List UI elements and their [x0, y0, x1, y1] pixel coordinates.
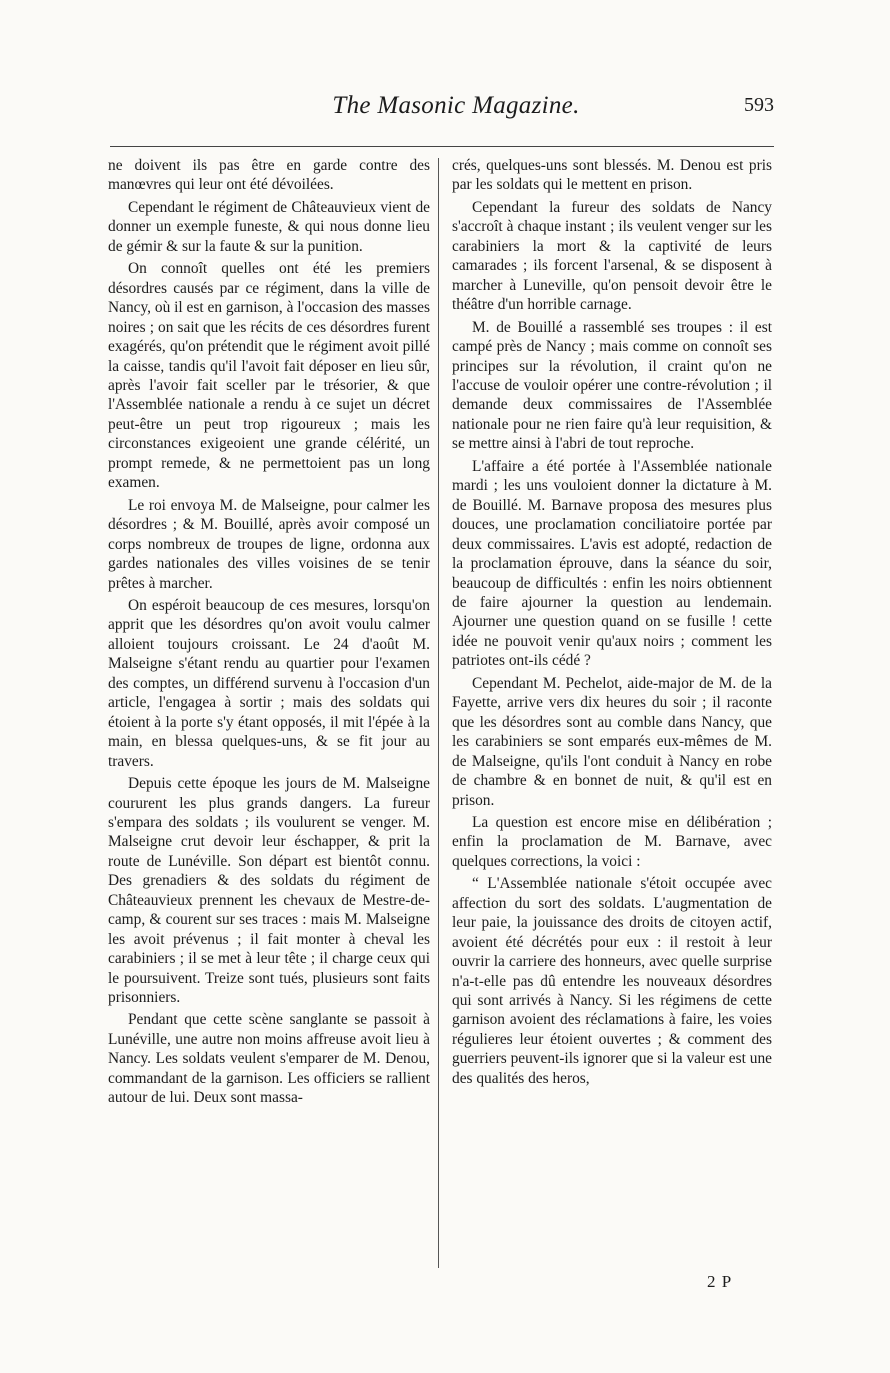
paragraph: crés, quelques-uns sont blessés. M. Denou est pris par les soldats qui le mettent en prison.: [452, 157, 772, 194]
right-column: [452, 156, 772, 1088]
paragraph: “ L'Assemblée nationale s'étoit occupée avec affection du sort des soldats. L'augmentation de leur paie, la jouissance des droits de citoyen actif, avoient été décrétés pour eux : il restoit à leur ouvrir la carriere des honneurs, avec quelle surprise n'a-t-elle pas dû entendre les nouveaux désordres qui sont arrivés à Nancy. Si les régimens de cette garnison avoient des réclamations à faire, les voies régulieres leur étoient ouvertes ; & comment des guerriers peuvent-ils ignorer que si la valeur est une des qualités des heros,: [452, 875, 772, 1087]
paragraph: Cependant le régiment de Châteauvieux vient de donner un exemple funeste, & qui nous donne lieu de gémir & sur la faute & sur la punition.: [108, 198, 430, 255]
paragraph: Cependant la fureur des soldats de Nancy s'accroît à chaque instant ; ils veulent venger sur les carabiniers la mort & la captivité de leurs camarades ; ils forcent l'arsenal, & se disposent à marcher à Luneville, qu'on pensoit devoir être le théâtre d'un horrible carnage.: [452, 198, 772, 314]
paragraph: M. de Bouillé a rassemblé ses troupes : il est campé près de Nancy ; mais comme on connoît ses principes sur la révolution, il craint qu'on ne l'accuse de vouloir opérer une contre-révolution ; il demande deux commissaires de l'Assemblée nationale pour ne rien faire qu'à leur requisition, & se mettre ainsi à l'abri de tout reproche.: [452, 318, 772, 453]
paragraph: La question est encore mise en délibération ; enfin la proclamation de M. Barnave, avec quelques corrections, la voici :: [452, 813, 772, 870]
paragraph: L'affaire a été portée à l'Assemblée nationale mardi ; les uns vouloient donner la dictature à M. de Bouillé. M. Barnave proposa des mesures plus douces, une proclamation conciliatoire portée par deux commissaires. L'avis est adopté, redaction de la proclamation éprouve, dans la séance du soir, beaucoup de difficultés : enfin les noirs obtiennent de faire ajourner la question au lendemain. Ajourner une question quand on se fusille ! cette idée ne pouvoit venir qu'aux noirs ; comment les patriotes ont-ils cédé ?: [452, 457, 772, 670]
paragraph: Cependant M. Pechelot, aide-major de M. de la Fayette, arrive vers dix heures du soir ; il raconte que les désordres sont au comble dans Nancy, que les carabiniers se sont emparés eux-mêmes de M. de Malseigne, qu'ils l'ont conduit à Nancy en robe de chambre & en bonnet de nuit, & qu'il est en prison.: [452, 674, 772, 809]
paragraph: Pendant que cette scène sanglante se passoit à Lunéville, une autre non moins affreuse avoit lieu à Nancy. Les soldats veulent s'emparer de M. Denou, commandant de la garnison. Les officiers se rallient autour de lui. Deux sont massa-: [108, 1011, 430, 1107]
running-title: The Masonic Magazine.: [332, 92, 580, 119]
page-header: [108, 92, 774, 128]
paragraph: ne doivent ils pas être en garde contre des manœvres qui leur ont été dévoilées.: [108, 157, 430, 194]
column-divider: [438, 158, 439, 1268]
paragraph: Le roi envoya M. de Malseigne, pour calmer les désordres ; & M. Bouillé, après avoir composé un corps nombreux de troupes de ligne, ordonna aux gardes nationales des villes voisines de se tenir prêtes à marcher.: [108, 496, 430, 592]
paragraph: On connoît quelles ont été les premiers désordres causés par ce régiment, dans la ville de Nancy, où il est en garnison, à l'occasion des masses noires ; on sait que les récits de ces désordres furent exagérés, qu'on prétendit que le régiment avoit pillé la caisse, tandis qu'il l'avoit fait déposer en lieu sûr, après l'avoir fait sceller par le trésorier, & que l'Assemblée nationale a rendu à ce sujet un décret peut-être un peut trop rigoureux ; mais les circonstances exigeoient une grande célérité, un prompt remede, & ne permettoient pas un long examen.: [108, 260, 430, 492]
header-rule: [110, 146, 774, 147]
signature-mark: 2 P: [707, 1272, 733, 1291]
paragraph: Depuis cette époque les jours de M. Malseigne coururent les plus grands dangers. La fureur s'empara des soldats ; ils voulurent se venger. M. Malseigne crut devoir leur éschapper, & prit la route de Lunéville. Son départ est bientôt connu. Des grenadiers & des soldats du régiment de Châteauvieux prennent les chevaux de Mestre-de-camp, & courent sur ses traces : mais M. Malseigne les avoit prévenus ; il fait monter à cheval les carabiniers ; il se met à leur tête ; il charge ceux qui le poursuivent. Treize sont tués, plusieurs sont faits prisonniers.: [108, 775, 430, 1007]
left-column: [108, 156, 430, 1108]
paragraph: On espéroit beaucoup de ces mesures, lorsqu'on apprit que les désordres qu'on avoit voulu calmer alloient toujours croissant. Le 24 d'août M. Malseigne s'étant rendu au quartier pour l'examen des comptes, un différend survenu à l'occasion d'un article, l'engagea à sortir ; mais des soldats qui étoient à la porte s'y étant opposés, il mit l'épée à la main, en blessa quelques-uns, & se fit jour au travers.: [108, 596, 430, 770]
page-number: 593: [744, 94, 774, 116]
